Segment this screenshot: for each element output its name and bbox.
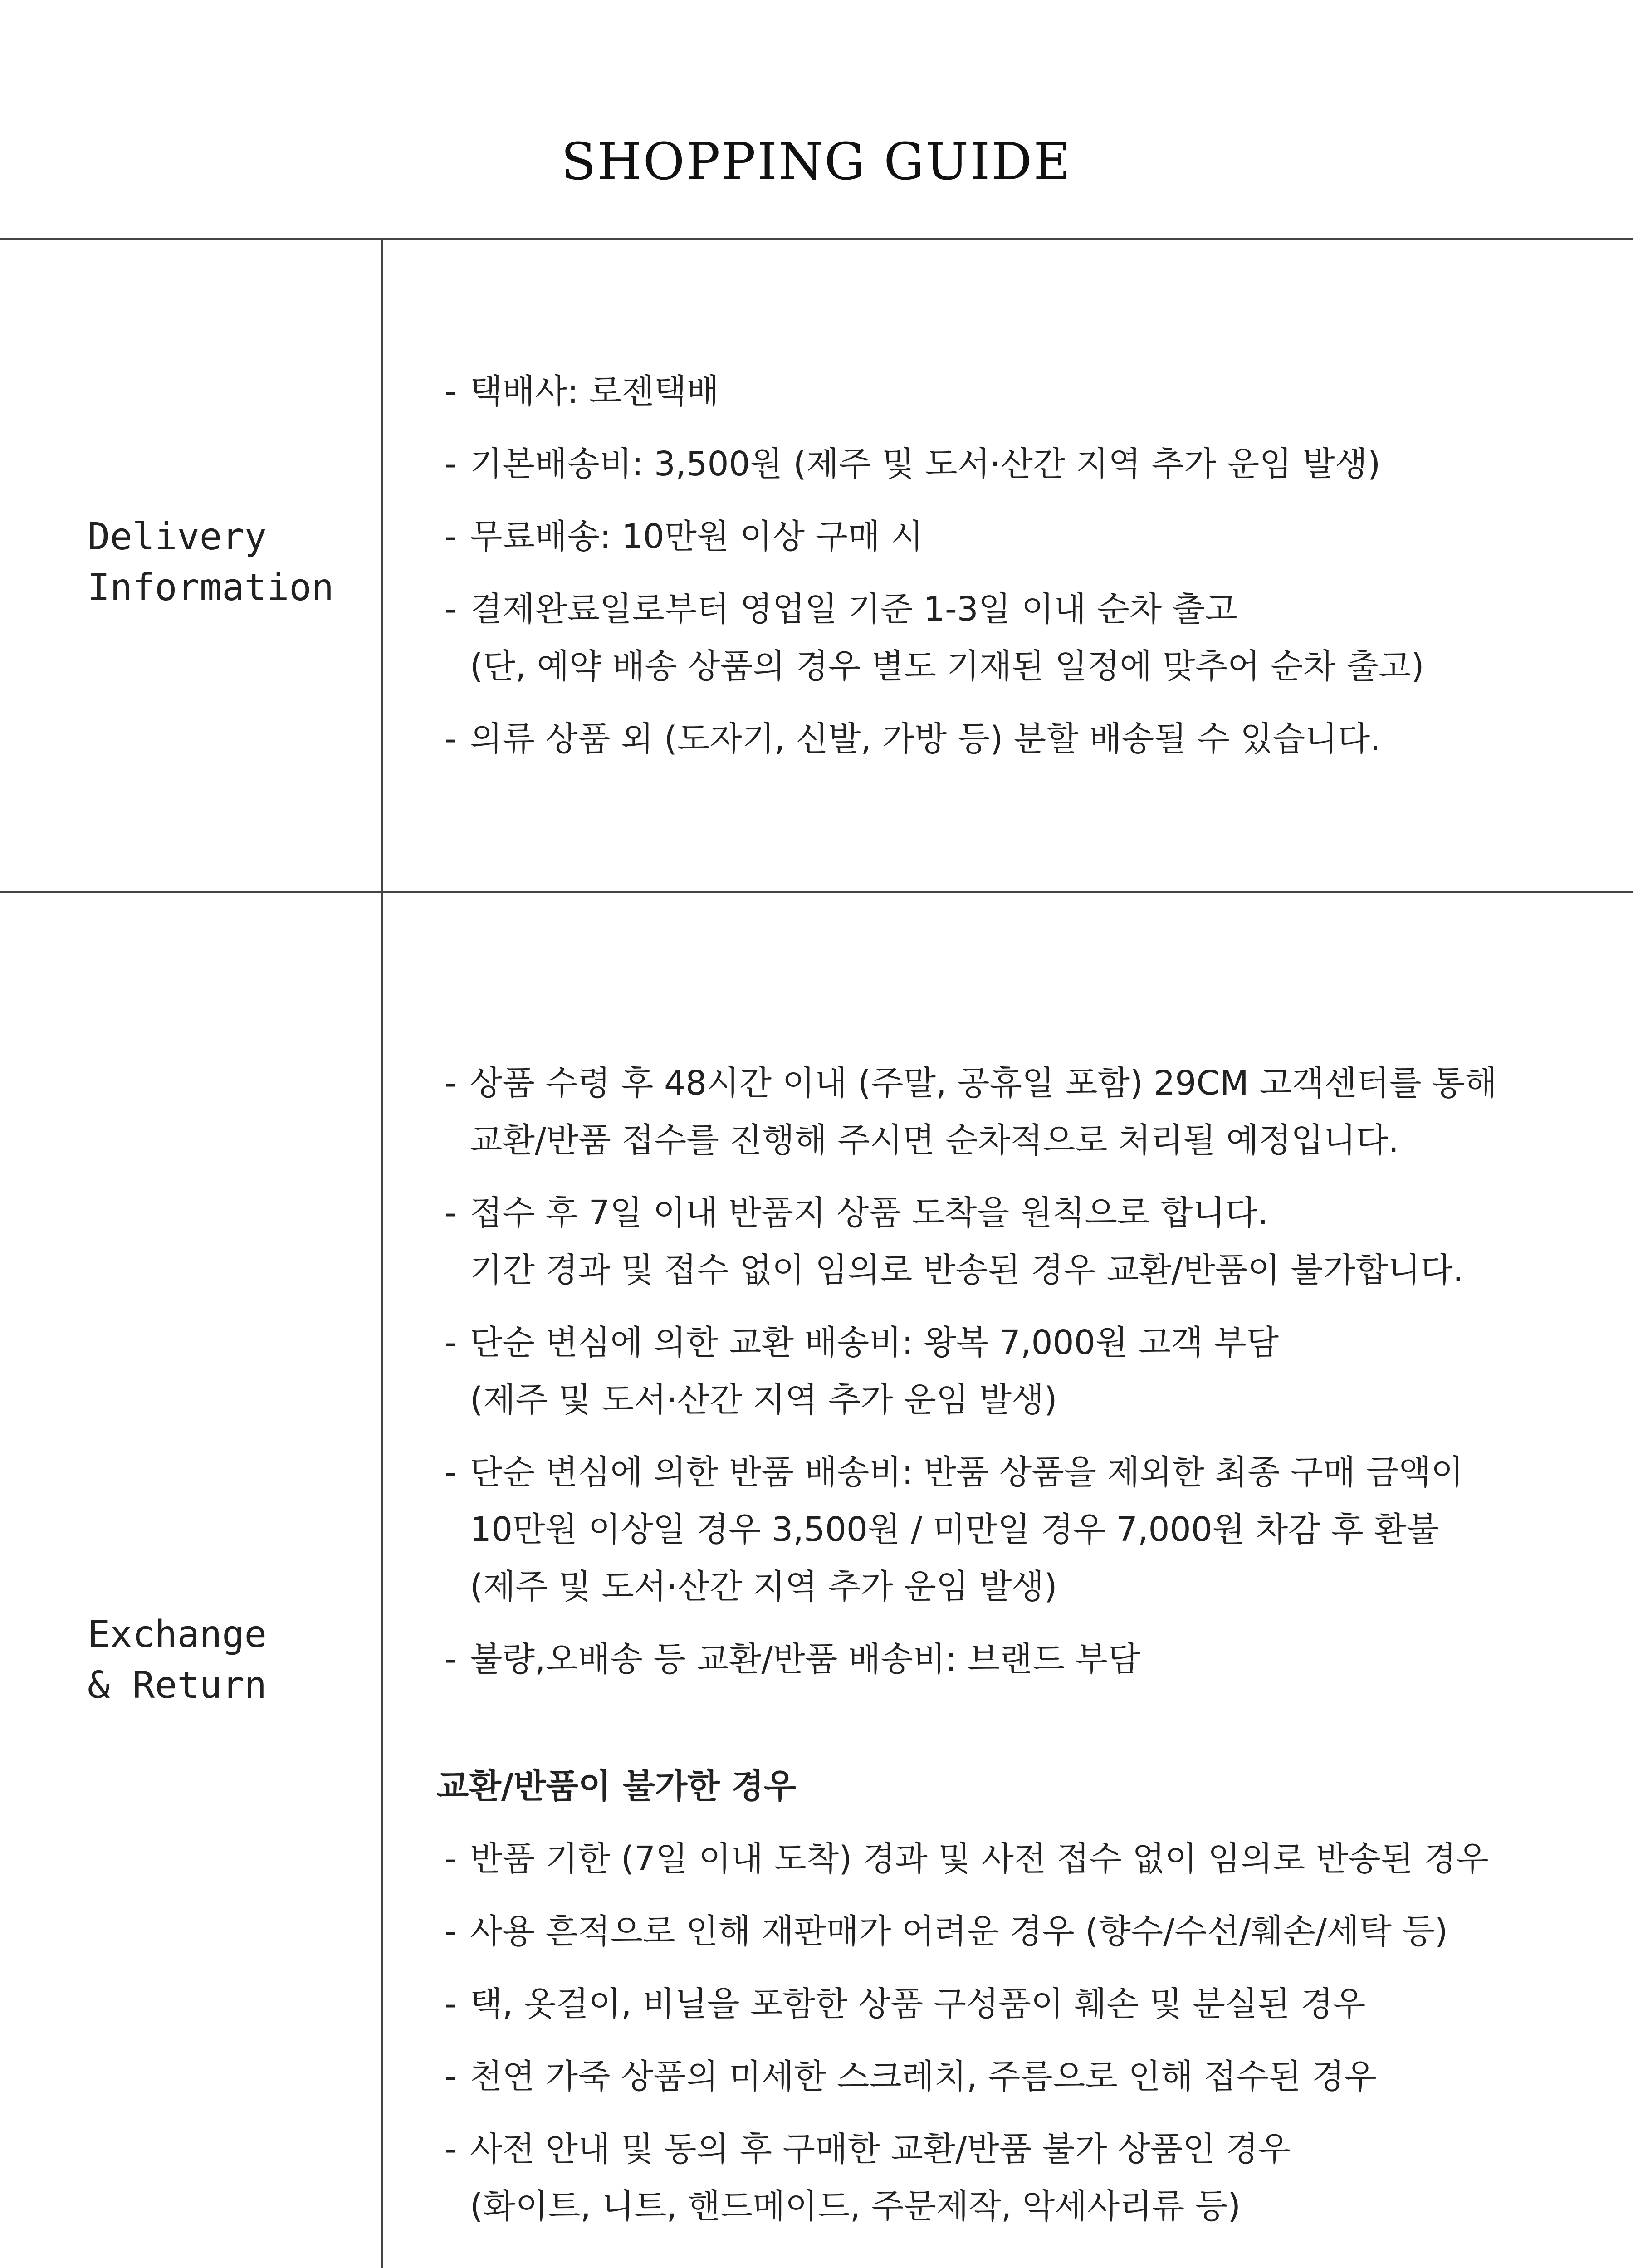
- list-item-text: 반품 기한 (7일 이내 도착) 경과 및 사전 접수 없이 임의로 반송된 경우: [470, 1839, 1489, 1878]
- list-item-text: 무료배송: 10만원 이상 구매 시: [470, 517, 924, 556]
- list-item: [445, 435, 1588, 493]
- list-item-text: 단순 변심에 의한 반품 배송비: 반품 상품을 제외한 최종 구매 금액이: [470, 1453, 1464, 1492]
- list-item-text: (화이트, 니트, 핸드메이드, 주문제작, 악세사리류 등): [470, 2187, 1241, 2226]
- list-item-text: 사전 안내 및 동의 후 구매한 교환/반품 불가 상품인 경우: [470, 2130, 1291, 2169]
- list-item: [445, 1975, 1588, 2033]
- list-item: [445, 1903, 1588, 1960]
- list-item: [445, 363, 1588, 420]
- page-title: SHOPPING GUIDE: [561, 132, 1072, 191]
- list-item-text: 결제완료일로부터 영업일 기준 1-3일 이내 순차 출고: [470, 590, 1237, 629]
- dash-bullet: -: [445, 719, 457, 758]
- dash-bullet: -: [445, 1193, 457, 1232]
- non-returnable-list: [445, 1830, 1588, 2235]
- list-item-text: 교환/반품 접수를 진행해 주시면 순차적으로 처리될 예정입니다.: [470, 1121, 1399, 1160]
- list-item: [445, 1444, 1588, 1615]
- dash-bullet: -: [445, 1323, 457, 1362]
- list-item-text: 10만원 이상일 경우 3,500원 / 미만일 경우 7,000원 차감 후 환불: [470, 1510, 1439, 1549]
- dash-bullet: -: [445, 445, 457, 484]
- list-item-text: 천연 가죽 상품의 미세한 스크레치, 주름으로 인해 접수된 경우: [470, 2057, 1377, 2096]
- list-item-text: (제주 및 도서·산간 지역 추가 운임 발생): [470, 1380, 1057, 1419]
- list-item: [445, 710, 1588, 767]
- non-returnable-heading: 교환/반품이 불가한 경우: [436, 1767, 797, 1806]
- dash-bullet: -: [445, 1453, 457, 1492]
- list-item-text: 의류 상품 외 (도자기, 신발, 가방 등) 분할 배송될 수 있습니다.: [470, 719, 1381, 758]
- list-item-text: 사용 흔적으로 인해 재판매가 어려운 경우 (향수/수선/훼손/세탁 등): [470, 1912, 1448, 1951]
- list-item: [445, 508, 1588, 565]
- list-item-text: 불량,오배송 등 교환/반품 배송비: 브랜드 부담: [470, 1640, 1140, 1679]
- column-divider: [381, 239, 383, 2268]
- list-item-text: (단, 예약 배송 상품의 경우 별도 기재된 일정에 맞추어 순차 출고): [470, 647, 1424, 686]
- dash-bullet: -: [445, 1839, 457, 1878]
- list-item-text: 상품 수령 후 48시간 이내 (주말, 공휴일 포함) 29CM 고객센터를 통해: [470, 1064, 1497, 1103]
- exchange-section-label: Exchange & Return: [88, 1613, 267, 1707]
- list-item-text: 택배사: 로젠택배: [470, 372, 719, 411]
- dash-bullet: -: [445, 2057, 457, 2096]
- dash-bullet: -: [445, 590, 457, 629]
- dash-bullet: -: [445, 1912, 457, 1951]
- list-item-text: (제주 및 도서·산간 지역 추가 운임 발생): [470, 1567, 1057, 1606]
- list-item: [445, 581, 1588, 695]
- dash-bullet: -: [445, 1984, 457, 2024]
- delivery-section-label: Delivery Information: [88, 515, 334, 609]
- list-item: [445, 1631, 1588, 1688]
- section-divider: [0, 891, 1633, 893]
- dash-bullet: -: [445, 1640, 457, 1679]
- list-item: [445, 2121, 1588, 2235]
- exchange-policy-list: [445, 1055, 1588, 1688]
- top-divider: [0, 238, 1633, 240]
- list-item-text: 택, 옷걸이, 비닐을 포함한 상품 구성품이 훼손 및 분실된 경우: [470, 1984, 1366, 2024]
- list-item: [445, 1830, 1588, 1887]
- list-item: [445, 1314, 1588, 1428]
- list-item: [445, 1184, 1588, 1299]
- list-item: [445, 1055, 1588, 1169]
- list-item: [445, 2048, 1588, 2105]
- dash-bullet: -: [445, 372, 457, 411]
- dash-bullet: -: [445, 2130, 457, 2169]
- list-item-text: 접수 후 7일 이내 반품지 상품 도착을 원칙으로 합니다.: [470, 1193, 1268, 1232]
- list-item-text: 단순 변심에 의한 교환 배송비: 왕복 7,000원 고객 부담: [470, 1323, 1279, 1362]
- exchange-return-content: [436, 1055, 1588, 2250]
- list-item-text: 기간 경과 및 접수 없이 임의로 반송된 경우 교환/반품이 불가합니다.: [470, 1251, 1464, 1290]
- delivery-info-list: [445, 363, 1588, 783]
- dash-bullet: -: [445, 517, 457, 556]
- dash-bullet: -: [445, 1064, 457, 1103]
- list-item-text: 기본배송비: 3,500원 (제주 및 도서·산간 지역 추가 운임 발생): [470, 445, 1381, 484]
